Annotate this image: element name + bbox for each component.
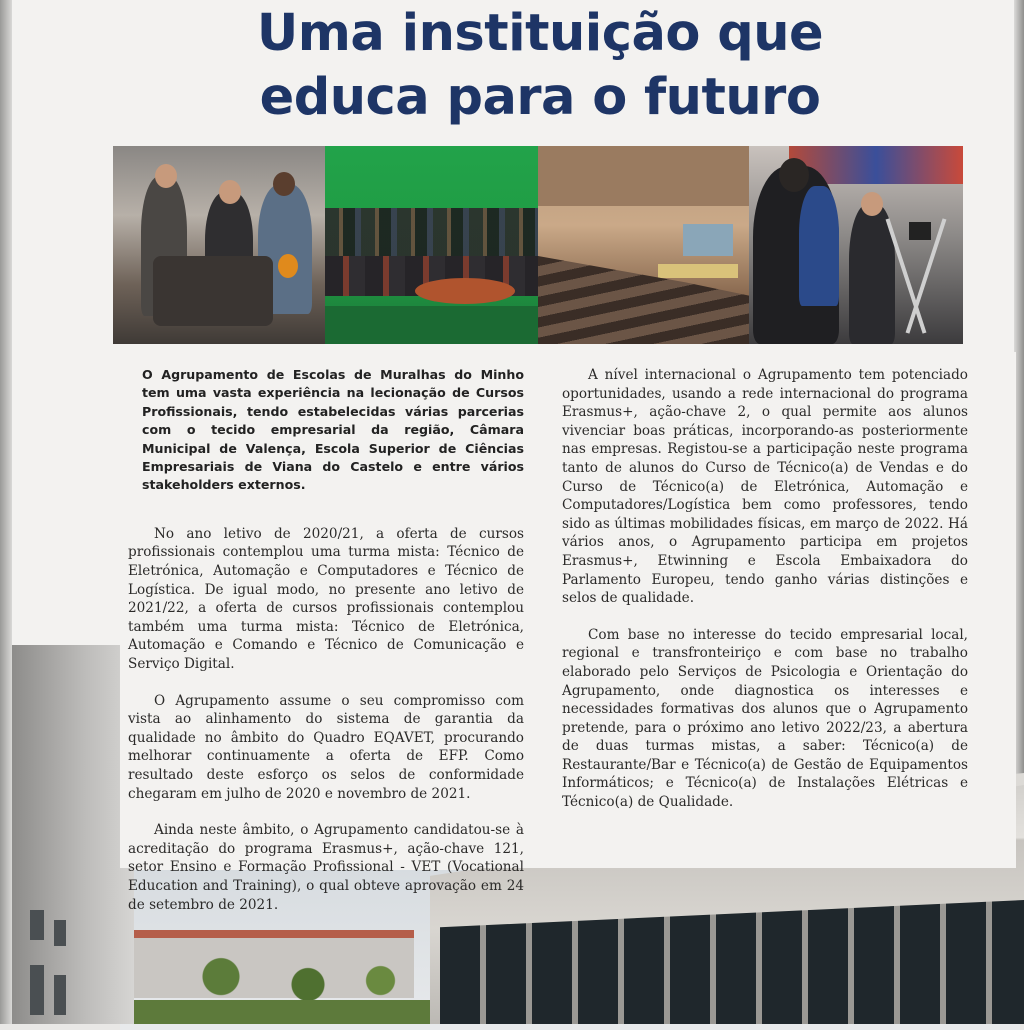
headline-line-1: Uma instituição que [256, 4, 824, 63]
photo-green-studio-group [325, 146, 538, 344]
paragraph: Ainda neste âmbito, o Agrupamento candidatou-se à acreditação do programa Erasmus+, ação-chave 121, setor Ensino e Formação Profissional - VET (Vocational Education and Training), o qual obteve aprovação em 24 de setembro de 2021. [128, 822, 524, 913]
photo-auditorium [538, 146, 749, 344]
photo-strip [113, 146, 963, 344]
paragraph: A nível internacional o Agrupamento tem potenciado oportunidades, usando a rede internacional do programa Erasmus+, ação-chave 2, o qual permite aos alunos vivenciar boas práticas, incorporando-as posteriormente nas empresas. Registou-se a participação neste programa tanto de alunos do Curso de Técnico(a) de Vendas e do Curso de Técnico(a) de Eletrónica, Automação e Computadores/Logística bem como professores, tendo sido as últimas mobilidades físicas, em março de 2022. Há vários anos, o Agrupamento participa em projetos Erasmus+, Etwinning e Escola Embaixadora do Parlamento Europeu, tendo ganho várias distinções e selos de qualidade. [562, 367, 968, 607]
article-lead: O Agrupamento de Escolas de Muralhas do Minho tem uma vasta experiência na lecionação de Cursos Profissionais, tendo estabelecidas várias parcerias com o tecido empresarial da região, Câmara Municipal de Valença, Escola Superior de Ciências Empresariais de Viana do Castelo e entre vários stakeholders externos. [142, 367, 524, 493]
headline-line-2: educa para o futuro [259, 68, 821, 128]
paragraph: O Agrupamento assume o seu compromisso com vista ao alinhamento do sistema de garantia da qualidade no âmbito do Quadro EQAVET, procurando melhorar continuamente a oferta de EFP. Como resultado deste esforço os selos de conformidade chegaram em julho de 2020 e novembro de 2021. [128, 692, 524, 802]
article-column-right [562, 366, 968, 830]
paragraph: Com base no interesse do tecido empresarial local, regional e transfronteiriço e com base no trabalho elaborado pelo Serviços de Psicologia e Orientação do Agrupamento, onde diagnostica os interesses e necessidades formativas dos alunos que o Agrupamento pretende, para o próximo ano letivo 2022/23, a abertura de duas turmas mistas, a saber: Técnico(a) de Restaurante/Bar e Técnico(a) de Gestão de Equipamentos Informáticos; e Técnico(a) de Instalações Elétricas e Técnico(a) de Qualidade. [562, 626, 968, 811]
photo-workshop-engine [113, 146, 325, 344]
article-column-left [128, 366, 524, 932]
article-headline [120, 2, 960, 131]
photo-students-equipment [749, 146, 963, 344]
paragraph: No ano letivo de 2020/21, a oferta de cursos profissionais contemplou uma turma mista: Técnico de Eletrónica, Automação e Computadores e Técnico de Logística. De igual modo, no presente ano letivo de 2021/22, a oferta de cursos profissionais contemplou também uma turma mista: Técnico de Eletrónica, Automação e Comando e Técnico de Comunicação e Serviço Digital. [128, 525, 524, 672]
